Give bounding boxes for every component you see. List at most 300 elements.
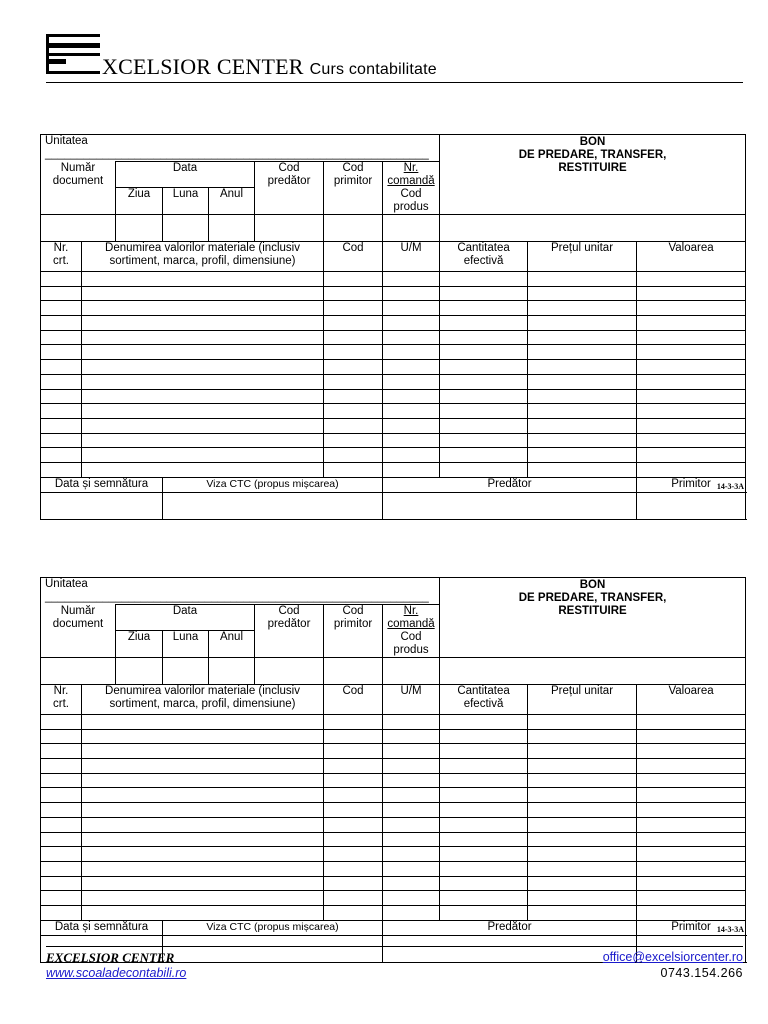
row-cantitatea-cell[interactable] (440, 861, 528, 876)
row-denumirea-cell[interactable] (82, 286, 324, 301)
row-cantitatea-cell[interactable] (440, 817, 528, 832)
row-um-cell[interactable] (383, 803, 440, 818)
row-cod-cell[interactable] (324, 715, 383, 730)
form-code: 14-3-3A (716, 925, 744, 934)
col-cod-header: Cod (324, 242, 383, 272)
row-denumirea-cell[interactable] (82, 374, 324, 389)
row-valoarea-cell[interactable] (637, 301, 746, 316)
anul-field[interactable] (209, 658, 255, 685)
row-cantitatea-cell[interactable] (440, 744, 528, 759)
brand-title (102, 54, 437, 80)
row-um-cell[interactable] (383, 301, 440, 316)
row-nr-cell[interactable] (41, 788, 82, 803)
row-valoarea-cell[interactable] (637, 316, 746, 331)
row-nr-cell[interactable] (41, 301, 82, 316)
row-pretul-cell[interactable] (528, 360, 637, 375)
row-valoarea-cell[interactable] (637, 330, 746, 345)
label-line: efectivă (463, 255, 504, 267)
footer-email-link[interactable]: office@excelsiorcenter.ro (602, 950, 743, 964)
row-nr-cell[interactable] (41, 389, 82, 404)
col-valoarea-header: Valoarea (637, 242, 746, 272)
label-line: Cod (278, 162, 300, 174)
label-line: primitor (333, 618, 373, 630)
footer-website-link[interactable]: www.scoaladecontabili.ro (46, 966, 187, 980)
anul-label: Anul (209, 630, 255, 657)
row-nr-cell[interactable] (41, 374, 82, 389)
label-line: crt. (53, 255, 69, 267)
row-nr-cell[interactable] (41, 715, 82, 730)
label-line: sortiment, marca, profil, dimensiune) (109, 255, 296, 267)
row-um-cell[interactable] (383, 817, 440, 832)
row-valoarea-cell[interactable] (637, 803, 746, 818)
cod-primitor-label (324, 162, 383, 215)
row-pretul-cell[interactable] (528, 330, 637, 345)
row-cantitatea-cell[interactable] (440, 360, 528, 375)
table-row (41, 360, 746, 375)
row-denumirea-cell[interactable] (82, 272, 324, 287)
row-cod-cell[interactable] (324, 286, 383, 301)
row-cod-cell[interactable] (324, 374, 383, 389)
row-pretul-cell[interactable] (528, 817, 637, 832)
table-row (41, 433, 746, 448)
row-pretul-cell[interactable] (528, 286, 637, 301)
row-valoarea-cell[interactable] (637, 773, 746, 788)
row-denumirea-cell[interactable] (82, 462, 324, 477)
row-cod-cell[interactable] (324, 360, 383, 375)
nr-comanda-label (383, 605, 440, 658)
predator-field[interactable] (383, 492, 637, 519)
form-title-line: BON (579, 136, 606, 148)
row-cantitatea-cell[interactable] (440, 715, 528, 730)
row-pretul-cell[interactable] (528, 272, 637, 287)
row-nr-cell[interactable] (41, 744, 82, 759)
row-valoarea-cell[interactable] (637, 861, 746, 876)
page-header (46, 32, 743, 82)
data-semnatura-label: Data și semnătura (41, 920, 163, 935)
row-denumirea-cell[interactable] (82, 389, 324, 404)
label-line: Denumirea valorilor materiale (inclusiv (105, 685, 300, 697)
row-denumirea-cell[interactable] (82, 832, 324, 847)
row-nr-cell[interactable] (41, 360, 82, 375)
table-row (41, 374, 746, 389)
row-cod-cell[interactable] (324, 891, 383, 906)
form-title (440, 135, 746, 215)
col-nr-header (41, 242, 82, 272)
row-cod-cell[interactable] (324, 418, 383, 433)
row-valoarea-cell[interactable] (637, 905, 746, 920)
row-cod-cell[interactable] (324, 316, 383, 331)
row-denumirea-cell[interactable] (82, 433, 324, 448)
row-nr-cell[interactable] (41, 773, 82, 788)
row-pretul-cell[interactable] (528, 876, 637, 891)
anul-field[interactable] (209, 215, 255, 242)
viza-ctc-label: Viza CTC (propus mișcarea) (163, 477, 383, 492)
row-cod-cell[interactable] (324, 817, 383, 832)
row-pretul-cell[interactable] (528, 462, 637, 477)
row-cod-cell[interactable] (324, 272, 383, 287)
row-nr-cell[interactable] (41, 418, 82, 433)
row-cantitatea-cell[interactable] (440, 847, 528, 862)
row-cod-cell[interactable] (324, 832, 383, 847)
row-denumirea-cell[interactable] (82, 404, 324, 419)
row-valoarea-cell[interactable] (637, 832, 746, 847)
table-row (41, 389, 746, 404)
row-cod-cell[interactable] (324, 803, 383, 818)
row-denumirea-cell[interactable] (82, 905, 324, 920)
row-cod-cell[interactable] (324, 301, 383, 316)
table-row (41, 715, 746, 730)
row-denumirea-cell[interactable] (82, 345, 324, 360)
row-nr-cell[interactable] (41, 316, 82, 331)
row-valoarea-cell[interactable] (637, 389, 746, 404)
row-nr-cell[interactable] (41, 817, 82, 832)
row-pretul-cell[interactable] (528, 448, 637, 463)
row-um-cell[interactable] (383, 773, 440, 788)
row-cod-cell[interactable] (324, 404, 383, 419)
row-valoarea-cell[interactable] (637, 418, 746, 433)
row-valoarea-cell[interactable] (637, 729, 746, 744)
row-nr-cell[interactable] (41, 462, 82, 477)
row-nr-cell[interactable] (41, 861, 82, 876)
ziua-label: Ziua (116, 630, 163, 657)
table-row (41, 418, 746, 433)
row-cod-cell[interactable] (324, 773, 383, 788)
row-denumirea-cell[interactable] (82, 861, 324, 876)
receipt-form-2 (40, 577, 745, 963)
row-cantitatea-cell[interactable] (440, 891, 528, 906)
row-um-cell[interactable] (383, 330, 440, 345)
row-um-cell[interactable] (383, 788, 440, 803)
row-cantitatea-cell[interactable] (440, 286, 528, 301)
label-line: Cod (278, 605, 300, 617)
numar-document-field[interactable] (41, 658, 116, 685)
row-cod-cell[interactable] (324, 448, 383, 463)
row-denumirea-cell[interactable] (82, 744, 324, 759)
row-um-cell[interactable] (383, 744, 440, 759)
row-cantitatea-cell[interactable] (440, 905, 528, 920)
row-cod-cell[interactable] (324, 345, 383, 360)
row-um-cell[interactable] (383, 832, 440, 847)
row-valoarea-cell[interactable] (637, 272, 746, 287)
row-cod-cell[interactable] (324, 759, 383, 774)
row-valoarea-cell[interactable] (637, 759, 746, 774)
row-cantitatea-cell[interactable] (440, 788, 528, 803)
row-um-cell[interactable] (383, 418, 440, 433)
table-row (41, 330, 746, 345)
row-denumirea-cell[interactable] (82, 448, 324, 463)
primitor-label: Primitor (637, 477, 746, 492)
form-table (40, 134, 746, 520)
row-denumirea-cell[interactable] (82, 301, 324, 316)
col-cod-header: Cod (324, 685, 383, 715)
row-um-cell[interactable] (383, 286, 440, 301)
row-pretul-cell[interactable] (528, 847, 637, 862)
luna-field[interactable] (163, 658, 209, 685)
form-title-line: RESTITUIRE (558, 605, 627, 617)
row-denumirea-cell[interactable] (82, 817, 324, 832)
row-cantitatea-cell[interactable] (440, 418, 528, 433)
row-cod-cell[interactable] (324, 330, 383, 345)
row-cantitatea-cell[interactable] (440, 330, 528, 345)
brand-subtitle: Curs contabilitate (309, 61, 437, 78)
row-cantitatea-cell[interactable] (440, 462, 528, 477)
row-nr-cell[interactable] (41, 876, 82, 891)
viza-ctc-field[interactable] (163, 492, 383, 519)
brand-name: XCELSIOR CENTER (102, 54, 304, 79)
row-cod-cell[interactable] (324, 861, 383, 876)
row-cod-cell[interactable] (324, 729, 383, 744)
table-row (41, 301, 746, 316)
table-row (41, 404, 746, 419)
table-row (41, 448, 746, 463)
row-pretul-cell[interactable] (528, 788, 637, 803)
row-pretul-cell[interactable] (528, 729, 637, 744)
row-valoarea-cell[interactable] (637, 817, 746, 832)
row-pretul-cell[interactable] (528, 404, 637, 419)
row-um-cell[interactable] (383, 360, 440, 375)
row-pretul-cell[interactable] (528, 389, 637, 404)
row-cantitatea-cell[interactable] (440, 433, 528, 448)
row-nr-cell[interactable] (41, 286, 82, 301)
row-valoarea-cell[interactable] (637, 404, 746, 419)
row-um-cell[interactable] (383, 905, 440, 920)
row-nr-cell[interactable] (41, 759, 82, 774)
label-line: predător (267, 175, 311, 187)
row-um-cell[interactable] (383, 861, 440, 876)
row-cantitatea-cell[interactable] (440, 773, 528, 788)
row-um-cell[interactable] (383, 433, 440, 448)
row-denumirea-cell[interactable] (82, 759, 324, 774)
cod-produs-field[interactable] (383, 658, 440, 685)
receipt-form-1 (40, 134, 745, 520)
form-title-line: DE PREDARE, TRANSFER, (518, 592, 667, 604)
form-title-line: RESTITUIRE (558, 162, 627, 174)
row-cantitatea-cell[interactable] (440, 374, 528, 389)
row-cantitatea-cell[interactable] (440, 803, 528, 818)
row-denumirea-cell[interactable] (82, 316, 324, 331)
predator-field[interactable] (383, 935, 637, 962)
label-line: Cod produs (393, 631, 429, 656)
table-row (41, 847, 746, 862)
row-denumirea-cell[interactable] (82, 715, 324, 730)
row-um-cell[interactable] (383, 345, 440, 360)
row-valoarea-cell[interactable] (637, 891, 746, 906)
row-um-cell[interactable] (383, 448, 440, 463)
row-cod-cell[interactable] (324, 462, 383, 477)
form-title-line: BON (579, 579, 606, 591)
row-um-cell[interactable] (383, 404, 440, 419)
row-cod-cell[interactable] (324, 788, 383, 803)
row-denumirea-cell[interactable] (82, 803, 324, 818)
table-row (41, 759, 746, 774)
label-line: Denumirea valorilor materiale (inclusiv (105, 242, 300, 254)
row-pretul-cell[interactable] (528, 803, 637, 818)
table-row (41, 891, 746, 906)
data-label: Data (116, 605, 255, 631)
ziua-field[interactable] (116, 215, 163, 242)
label-line: Nr. comandă (387, 605, 435, 630)
label-line: Cantitatea (457, 685, 510, 697)
row-cantitatea-cell[interactable] (440, 876, 528, 891)
row-um-cell[interactable] (383, 729, 440, 744)
label-line: Număr (60, 161, 96, 174)
row-cod-cell[interactable] (324, 744, 383, 759)
label-line: predător (267, 618, 311, 630)
row-nr-cell[interactable] (41, 729, 82, 744)
ziua-field[interactable] (116, 658, 163, 685)
table-row (41, 462, 746, 477)
row-um-cell[interactable] (383, 389, 440, 404)
row-cod-cell[interactable] (324, 433, 383, 448)
row-um-cell[interactable] (383, 316, 440, 331)
cod-predator-field[interactable] (255, 658, 324, 685)
row-denumirea-cell[interactable] (82, 788, 324, 803)
row-cantitatea-cell[interactable] (440, 272, 528, 287)
row-valoarea-cell[interactable] (637, 744, 746, 759)
cod-primitor-field[interactable] (324, 215, 383, 242)
row-um-cell[interactable] (383, 272, 440, 287)
row-um-cell[interactable] (383, 715, 440, 730)
row-valoarea-cell[interactable] (637, 345, 746, 360)
row-denumirea-cell[interactable] (82, 847, 324, 862)
row-valoarea-cell[interactable] (637, 876, 746, 891)
row-nr-cell[interactable] (41, 330, 82, 345)
label-line: primitor (333, 175, 373, 187)
table-row (41, 803, 746, 818)
label-line: crt. (53, 698, 69, 710)
row-cod-cell[interactable] (324, 389, 383, 404)
row-valoarea-cell[interactable] (637, 847, 746, 862)
row-pretul-cell[interactable] (528, 832, 637, 847)
unitatea-label: Unitatea ____________________________________________________________ (41, 578, 440, 605)
cod-predator-label (255, 605, 324, 658)
row-valoarea-cell[interactable] (637, 788, 746, 803)
table-row (41, 876, 746, 891)
row-pretul-cell[interactable] (528, 861, 637, 876)
row-nr-cell[interactable] (41, 891, 82, 906)
row-valoarea-cell[interactable] (637, 448, 746, 463)
data-semnatura-field[interactable] (41, 492, 163, 519)
label-line: Cod (342, 162, 364, 174)
table-row (41, 817, 746, 832)
label-line: sortiment, marca, profil, dimensiune) (109, 698, 296, 710)
row-pretul-cell[interactable] (528, 374, 637, 389)
row-um-cell[interactable] (383, 462, 440, 477)
row-nr-cell[interactable] (41, 404, 82, 419)
label-line: Cantitatea (457, 242, 510, 254)
table-row (41, 316, 746, 331)
row-cantitatea-cell[interactable] (440, 759, 528, 774)
row-denumirea-cell[interactable] (82, 729, 324, 744)
form-title (440, 578, 746, 658)
row-cantitatea-cell[interactable] (440, 389, 528, 404)
row-cantitatea-cell[interactable] (440, 832, 528, 847)
col-um-header: U/M (383, 242, 440, 272)
row-valoarea-cell[interactable] (637, 462, 746, 477)
form-title-line: DE PREDARE, TRANSFER, (518, 149, 667, 161)
row-valoarea-cell[interactable] (637, 360, 746, 375)
row-pretul-cell[interactable] (528, 905, 637, 920)
row-pretul-cell[interactable] (528, 418, 637, 433)
row-pretul-cell[interactable] (528, 891, 637, 906)
col-pretul-header: Prețul unitar (528, 685, 637, 715)
row-pretul-cell[interactable] (528, 773, 637, 788)
label-line: Cod (342, 605, 364, 617)
data-label: Data (116, 162, 255, 188)
row-um-cell[interactable] (383, 374, 440, 389)
row-nr-cell[interactable] (41, 433, 82, 448)
row-cod-cell[interactable] (324, 876, 383, 891)
title-spacer (440, 658, 746, 685)
row-nr-cell[interactable] (41, 345, 82, 360)
label-line: document (52, 617, 104, 630)
row-valoarea-cell[interactable] (637, 374, 746, 389)
row-nr-cell[interactable] (41, 803, 82, 818)
row-pretul-cell[interactable] (528, 316, 637, 331)
row-pretul-cell[interactable] (528, 433, 637, 448)
row-cantitatea-cell[interactable] (440, 301, 528, 316)
row-denumirea-cell[interactable] (82, 876, 324, 891)
row-pretul-cell[interactable] (528, 345, 637, 360)
row-pretul-cell[interactable] (528, 759, 637, 774)
row-denumirea-cell[interactable] (82, 891, 324, 906)
row-cantitatea-cell[interactable] (440, 316, 528, 331)
row-denumirea-cell[interactable] (82, 330, 324, 345)
col-pretul-header: Prețul unitar (528, 242, 637, 272)
primitor-field[interactable] (637, 492, 746, 519)
numar-document-label (41, 605, 116, 658)
row-pretul-cell[interactable] (528, 301, 637, 316)
row-nr-cell[interactable] (41, 272, 82, 287)
row-um-cell[interactable] (383, 759, 440, 774)
row-um-cell[interactable] (383, 876, 440, 891)
row-um-cell[interactable] (383, 847, 440, 862)
row-nr-cell[interactable] (41, 448, 82, 463)
viza-ctc-field[interactable] (163, 935, 383, 962)
row-denumirea-cell[interactable] (82, 773, 324, 788)
row-valoarea-cell[interactable] (637, 433, 746, 448)
row-nr-cell[interactable] (41, 832, 82, 847)
label-line: efectivă (463, 698, 504, 710)
luna-field[interactable] (163, 215, 209, 242)
row-cod-cell[interactable] (324, 905, 383, 920)
row-denumirea-cell[interactable] (82, 360, 324, 375)
row-pretul-cell[interactable] (528, 715, 637, 730)
row-denumirea-cell[interactable] (82, 418, 324, 433)
row-cantitatea-cell[interactable] (440, 729, 528, 744)
cod-predator-field[interactable] (255, 215, 324, 242)
cod-produs-field[interactable] (383, 215, 440, 242)
row-valoarea-cell[interactable] (637, 286, 746, 301)
cod-predator-label (255, 162, 324, 215)
row-cantitatea-cell[interactable] (440, 345, 528, 360)
row-nr-cell[interactable] (41, 847, 82, 862)
cod-primitor-field[interactable] (324, 658, 383, 685)
row-nr-cell[interactable] (41, 905, 82, 920)
row-valoarea-cell[interactable] (637, 715, 746, 730)
row-pretul-cell[interactable] (528, 744, 637, 759)
viza-ctc-label: Viza CTC (propus mișcarea) (163, 920, 383, 935)
footer-divider (46, 946, 743, 947)
col-valoarea-header: Valoarea (637, 685, 746, 715)
row-cantitatea-cell[interactable] (440, 404, 528, 419)
row-cantitatea-cell[interactable] (440, 448, 528, 463)
cod-primitor-label (324, 605, 383, 658)
numar-document-field[interactable] (41, 215, 116, 242)
row-um-cell[interactable] (383, 891, 440, 906)
row-cod-cell[interactable] (324, 847, 383, 862)
col-cantitatea-header (440, 242, 528, 272)
